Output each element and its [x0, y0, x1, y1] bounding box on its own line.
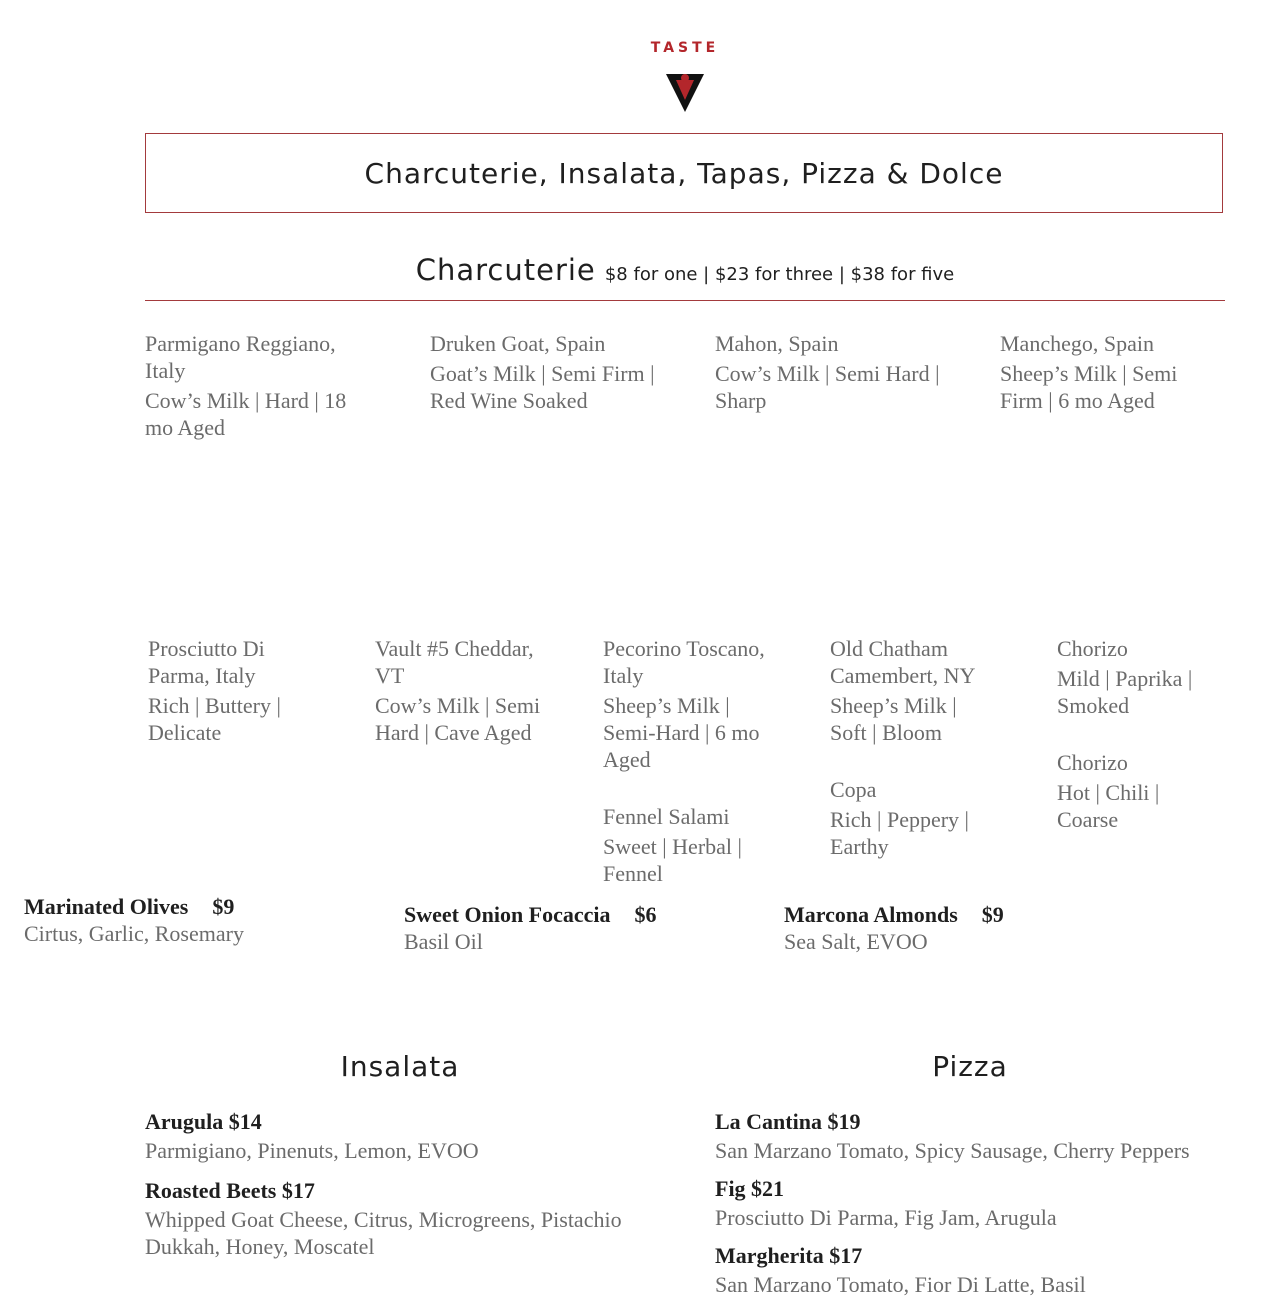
menu-item-name: Margherita $17: [715, 1243, 863, 1268]
menu-item-name: Fig $21: [715, 1176, 785, 1201]
item-name: Manchego, Spain: [1000, 331, 1154, 356]
item-desc: Sheep’s Milk | Semi Firm | 6 mo Aged: [1000, 361, 1178, 413]
insalata-list: [145, 1108, 655, 1260]
item-name: Druken Goat, Spain: [430, 331, 606, 356]
charcuterie-item: [1057, 635, 1217, 833]
item-name: Parmigano Reggiano, Italy: [145, 331, 336, 383]
cheese-item: [715, 330, 940, 414]
tapas-desc: Basil Oil: [404, 929, 483, 954]
item-desc: Rich | Peppery | Earthy: [830, 807, 969, 859]
section-divider: [145, 300, 1225, 301]
charcuterie-prices: $8 for one | $23 for three | $38 for five: [604, 264, 955, 285]
menu-banner-title: Charcuterie, Insalata, Tapas, Pizza & Dolce: [364, 156, 1004, 190]
charcuterie-item: [375, 635, 545, 746]
menu-banner: [145, 133, 1223, 213]
logo-v-icon: [664, 70, 706, 114]
item-desc: Hot | Chili | Coarse: [1057, 780, 1160, 832]
tapas-price: $9: [212, 894, 235, 919]
menu-item-name: Arugula $14: [145, 1109, 262, 1134]
charcuterie-item: [830, 635, 990, 860]
item-desc: Rich | Buttery | Delicate: [148, 693, 281, 745]
menu-item-name: Roasted Beets $17: [145, 1178, 315, 1203]
item-name: Fennel Salami: [603, 804, 730, 829]
item-desc: Sheep’s Milk | Soft | Bloom: [830, 693, 957, 745]
menu-item-desc: Parmigiano, Pinenuts, Lemon, EVOO: [145, 1138, 479, 1163]
item-name: Old Chatham Camembert, NY: [830, 636, 976, 688]
item-desc: Sweet | Herbal | Fennel: [603, 834, 742, 886]
insalata-title: Insalata: [340, 1050, 460, 1083]
tapas-item: [24, 893, 344, 947]
logo-text: TASTE: [650, 40, 720, 56]
tapas-price: $6: [634, 902, 657, 927]
menu-item-desc: San Marzano Tomato, Spicy Sausage, Cherry Peppers: [715, 1138, 1190, 1163]
cheese-item: [1000, 330, 1200, 414]
item-name: Chorizo: [1057, 636, 1128, 661]
item-desc: Cow’s Milk | Semi Hard | Sharp: [715, 361, 940, 413]
item-name: Mahon, Spain: [715, 331, 839, 356]
tapas-item: [404, 901, 744, 955]
tapas-price: $9: [981, 902, 1004, 927]
tapas-name: Marinated Olives: [24, 894, 189, 919]
menu-item-desc: San Marzano Tomato, Fior Di Latte, Basil: [715, 1272, 1086, 1297]
tapas-name: Marcona Almonds: [784, 902, 958, 927]
menu-item-desc: Prosciutto Di Parma, Fig Jam, Arugula: [715, 1205, 1057, 1230]
pizza-list: [715, 1108, 1235, 1298]
tapas-name: Sweet Onion Focaccia: [404, 902, 611, 927]
item-desc: Mild | Paprika | Smoked: [1057, 666, 1193, 718]
tapas-item: [784, 901, 1124, 955]
item-name: Chorizo: [1057, 750, 1128, 775]
menu-item-desc: Whipped Goat Cheese, Citrus, Microgreens, Pistachio Dukkah, Honey, Moscatel: [145, 1207, 622, 1259]
charcuterie-heading: [145, 253, 1225, 287]
item-name: Copa: [830, 777, 877, 802]
item-name: Prosciutto Di Parma, Italy: [148, 636, 265, 688]
cheese-item: [145, 330, 365, 441]
item-desc: Cow’s Milk | Hard | 18 mo Aged: [145, 388, 347, 440]
item-name: Vault #5 Cheddar, VT: [375, 636, 534, 688]
item-desc: Sheep’s Milk | Semi-Hard | 6 mo Aged: [603, 693, 760, 772]
item-name: Pecorino Toscano, Italy: [603, 636, 765, 688]
tapas-desc: Sea Salt, EVOO: [784, 929, 928, 954]
item-desc: Goat’s Milk | Semi Firm | Red Wine Soaked: [430, 361, 655, 413]
tapas-desc: Cirtus, Garlic, Rosemary: [24, 921, 244, 946]
cheese-item: [430, 330, 655, 414]
charcuterie-title: Charcuterie: [415, 253, 596, 287]
menu-item-name: La Cantina $19: [715, 1109, 861, 1134]
pizza-title: Pizza: [932, 1050, 1008, 1083]
charcuterie-item: [148, 635, 308, 746]
item-desc: Cow’s Milk | Semi Hard | Cave Aged: [375, 693, 541, 745]
charcuterie-item: [603, 635, 778, 887]
